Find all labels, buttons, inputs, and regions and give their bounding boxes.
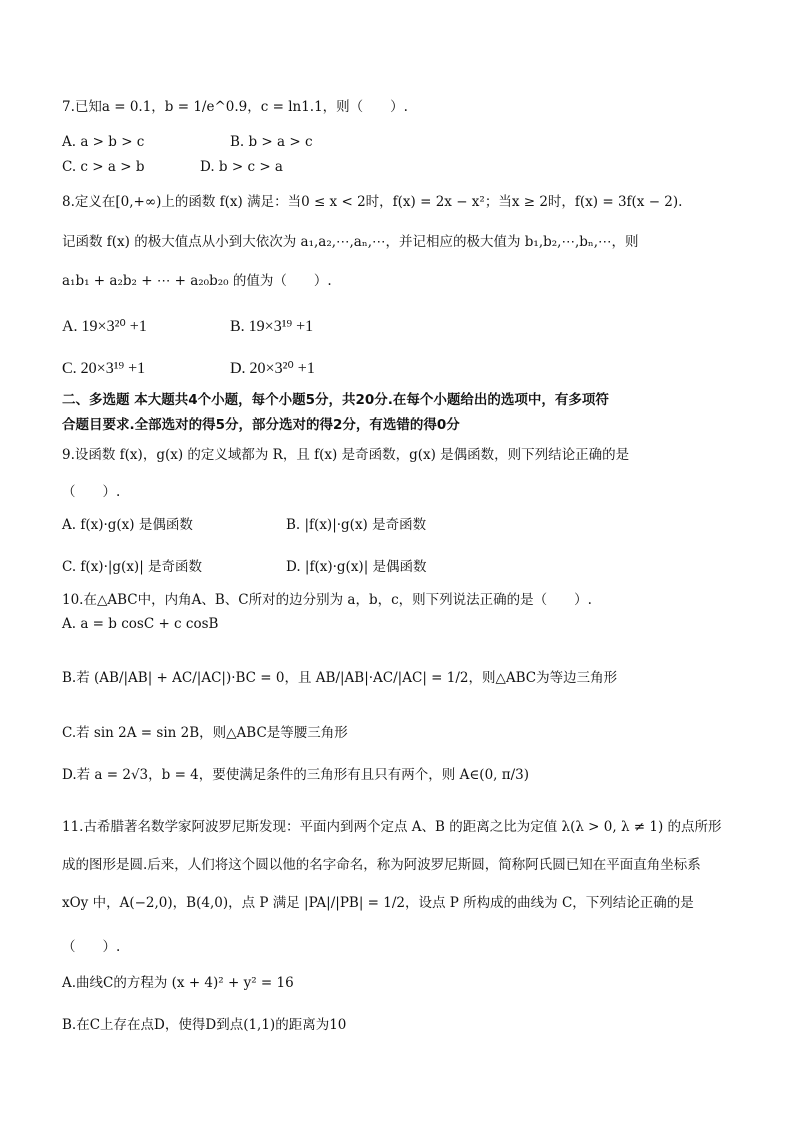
q7-option-c: C. c > a > b xyxy=(62,159,145,175)
q7-stem: 7.已知a = 0.1，b = 1/e^0.9，c = ln1.1，则（ ）. xyxy=(62,99,408,115)
q9-option-a: A. f(x)·g(x) 是偶函数 xyxy=(62,517,193,533)
q11-line-1: 11.古希腊著名数学家阿波罗尼斯发现：平面内到两个定点 A、B 的距离之比为定值 λ(λ > 0, λ ≠ 1) 的点所形 xyxy=(62,819,722,835)
q8-option-d: D. 20×3²⁰ +1 xyxy=(230,360,315,377)
q9-option-c: C. f(x)·|g(x)| 是奇函数 xyxy=(62,559,203,575)
q8-line-1: 8.定义在[0,+∞)上的函数 f(x) 满足：当0 ≤ x < 2时，f(x) = 2x − x²；当x ≥ 2时，f(x) = 3f(x − 2). xyxy=(62,194,683,210)
q11-line-3: xOy 中，A(−2,0)，B(4,0)，点 P 满足 |PA|/|PB| = 1/2，设点 P 所构成的曲线为 C，下列结论正确的是 xyxy=(62,895,694,911)
q10-option-a: A. a = b cosC + c cosB xyxy=(62,616,219,632)
q7-option-b: B. b > a > c xyxy=(230,134,313,150)
q10-option-c: C.若 sin 2A = sin 2B，则△ABC是等腰三角形 xyxy=(62,725,348,741)
q8-option-c: C. 20×3¹⁹ +1 xyxy=(62,360,146,377)
q10-stem: 10.在△ABC中，内角A、B、C所对的边分别为 a，b，c，则下列说法正确的是（ ）. xyxy=(62,592,592,608)
q8-option-b: B. 19×3¹⁹ +1 xyxy=(230,318,314,335)
q7-option-a: A. a > b > c xyxy=(62,134,145,150)
q11-line-4: （ ）. xyxy=(62,939,121,955)
q7-option-d: D. b > c > a xyxy=(200,159,283,175)
q11-line-2: 成的图形是圆.后来，人们将这个圆以他的名字命名，称为阿波罗尼斯圆，简称阿氏圆已知在平面直角坐标系 xyxy=(62,857,701,873)
q8-line-3: a₁b₁ + a₂b₂ + ⋯ + a₂₀b₂₀ 的值为（ ）. xyxy=(62,273,332,289)
section-heading-line-2: 合题目要求.全部选对的得5分，部分选对的得2分，有选错的得0分 xyxy=(62,417,460,433)
q8-option-a: A. 19×3²⁰ +1 xyxy=(62,318,147,335)
q9-option-b: B. |f(x)|·g(x) 是奇函数 xyxy=(286,517,427,533)
section-heading-line-1: 二、多选题 本大题共4个小题，每个小题5分，共20分.在每个小题给出的选项中，有多项符 xyxy=(62,392,609,408)
q11-option-a: A.曲线C的方程为 (x + 4)² + y² = 16 xyxy=(62,975,294,991)
q10-option-b: B.若 (AB/|AB| + AC/|AC|)·BC = 0，且 AB/|AB|·AC/|AC| = 1/2，则△ABC为等边三角形 xyxy=(62,670,618,686)
q9-option-d: D. |f(x)·g(x)| 是偶函数 xyxy=(286,559,427,575)
q10-option-d: D.若 a = 2√3，b = 4，要使满足条件的三角形有且只有两个，则 A∈(0, π/3) xyxy=(62,767,530,783)
q9-line-2: （ ）. xyxy=(62,484,121,500)
q11-option-b: B.在C上存在点D，使得D到点(1,1)的距离为10 xyxy=(62,1017,347,1033)
q8-line-2: 记函数 f(x) 的极大值点从小到大依次为 a₁,a₂,⋯,aₙ,⋯，并记相应的极大值为 b₁,b₂,⋯,bₙ,⋯，则 xyxy=(62,234,639,250)
q9-line-1: 9.设函数 f(x)，g(x) 的定义域都为 R，且 f(x) 是奇函数，g(x) 是偶函数，则下列结论正确的是 xyxy=(62,447,630,463)
